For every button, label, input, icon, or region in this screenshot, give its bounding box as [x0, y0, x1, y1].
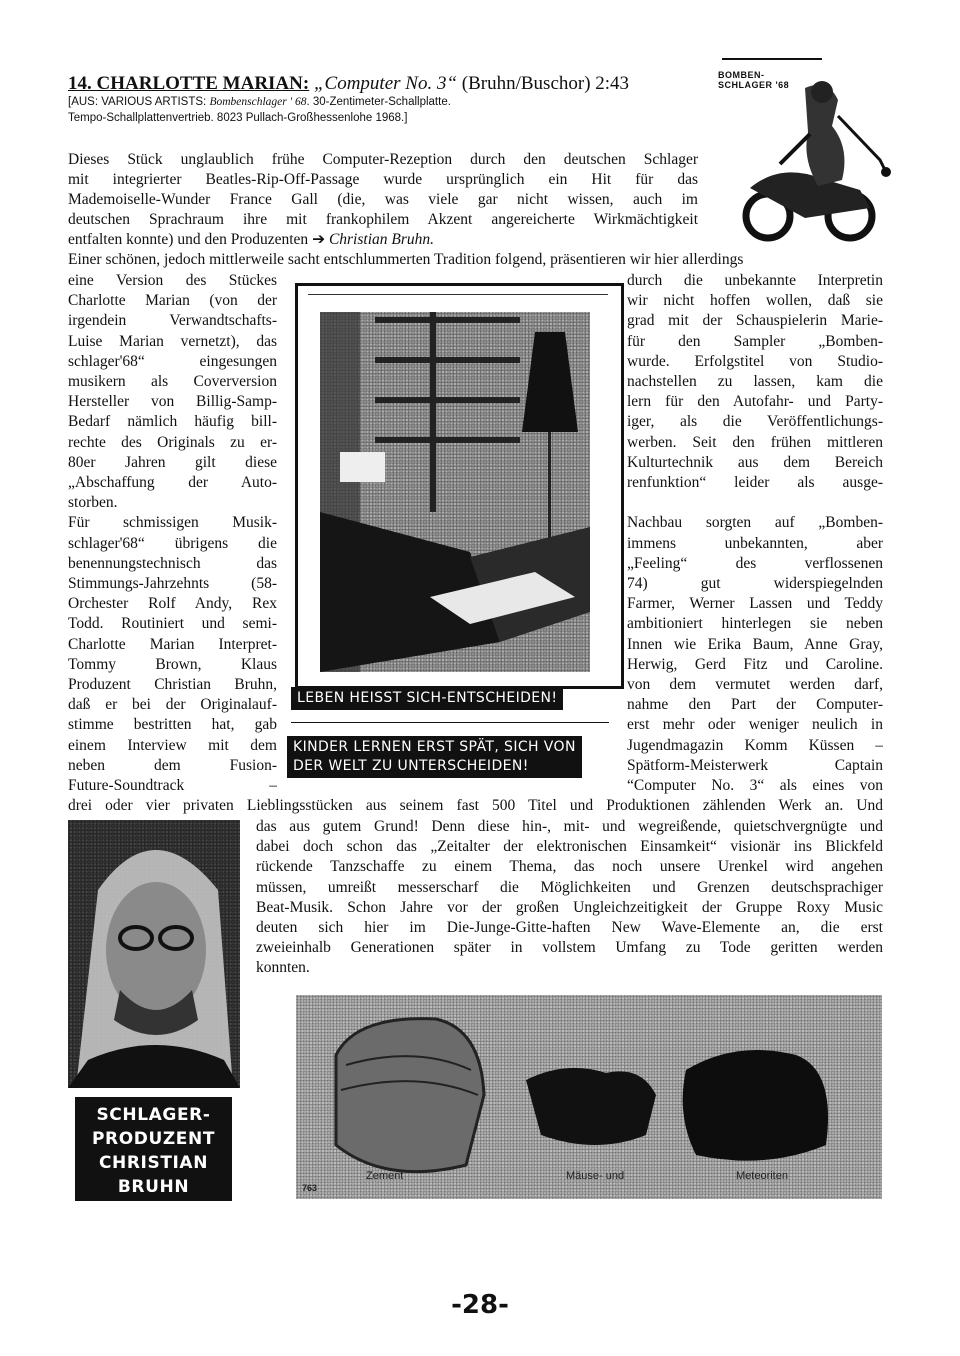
left-col-line-13: Für schmissigen Musik- [68, 514, 277, 532]
article-heading [68, 72, 629, 96]
right-col-line-9: werben. Seit den frühen mittleren [627, 433, 883, 451]
banner-leben: LEBEN HEISST SICH-ENTSCHEIDEN! [291, 687, 563, 710]
lower-line-3: rückende Tanzschaffe zu einem Thema, das noch unsere Urenkel wird angehen [256, 858, 883, 876]
right-col-line-17: Farmer, Werner Lassen und Teddy [627, 595, 883, 613]
left-col-line-11: „Abschaffung der Auto- [68, 474, 277, 491]
left-col-line-18: Todd. Routiniert und semi- [68, 615, 277, 633]
logo-text-1: BOMBEN- [718, 70, 765, 80]
right-col-line-15: „Feeling“ des verflossenen [627, 554, 883, 572]
lower-line-7: zweieinhalb Generationen später in vollstem Umfang zu Tode geritten werden [256, 939, 883, 957]
right-col-line-2: wir nicht hoffen wollen, daß sie [627, 292, 883, 310]
right-col-line-10: Kulturtechnik aus dem Bereich [627, 453, 883, 471]
banner-kinder [287, 736, 582, 778]
bombenschlager-logo [710, 58, 895, 244]
right-col-line-11: renfunktion“ leider als ausge- [627, 474, 883, 491]
left-col-line-26: Future-Soundtrack – [68, 777, 277, 794]
intro-line-1: Dieses Stück unglaublich frühe Computer-Rezeption durch den deutschen Schlager [68, 151, 698, 168]
left-col-line-14: schlager'68“ übrigens die [68, 534, 277, 552]
intro-line-2: mit integrierter Beatles-Rip-Off-Passage wurde ursprünglich ein Hit für das [68, 171, 698, 188]
label-zement: Zement [366, 1170, 404, 1182]
label-maeuse: Mäuse- und [566, 1170, 625, 1182]
left-col-line-12: storben. [68, 494, 118, 512]
right-col-line-4: für den Sampler „Bomben- [627, 332, 883, 350]
right-col-line-24: Jugendmagazin Komm Küssen – [627, 736, 883, 754]
living-room-photo [320, 312, 590, 672]
left-col-line-5: schlager'68“ eingesungen [68, 352, 277, 370]
left-col-line-4: Luise Marian vernetzt), das [68, 332, 277, 350]
left-col-line-15: benennungstechnisch das [68, 554, 277, 572]
song-credits: (Bruhn/Buschor) 2:43 [461, 73, 630, 94]
lower-line-2: dabei doch schon das „Zeitalter der elektronischen Einsamkeit“ visionär ins Blickfeld [256, 838, 883, 856]
left-col-line-7: Hersteller von Billig-Samp- [68, 393, 277, 411]
source-line-2: Tempo-Schallplattenvertrieb. 8023 Pullach-Großhessenlohe 1968.] [68, 112, 408, 124]
left-col-line-9: rechte des Originals zu er- [68, 433, 277, 451]
left-col-line-17: Orchester Rolf Andy, Rex [68, 595, 277, 613]
page-number: -28- [451, 1290, 509, 1320]
intro-line-6: Einer schönen, jedoch mittlerweile sacht entschlummerten Tradition folgend, präsentieren wir hier allerdings [68, 251, 744, 268]
right-col-line-18: ambitioniert hinterlegen sie neben [627, 615, 883, 633]
portrait-photo [68, 820, 240, 1088]
song-title: „Computer No. 3“ [313, 73, 458, 94]
banner-kinder-line2: DER WELT ZU UNTERSCHEIDEN! [293, 758, 529, 774]
article-number-title: 14. CHARLOTTE MARIAN: [68, 73, 310, 94]
left-col-line-1: eine Version des Stückes [68, 272, 277, 289]
logo-text-2: SCHLAGER '68 [718, 80, 790, 90]
left-col-line-2: Charlotte Marian (von der [68, 292, 277, 310]
left-col-line-25: neben dem Fusion- [68, 756, 277, 774]
right-col-line-25: Spätform-Meisterwerk Captain [627, 756, 883, 774]
right-col-line-23: erst mehr oder weniger neulich in [627, 716, 883, 734]
left-col-line-21: Produzent Christian Bruhn, [68, 676, 277, 693]
left-col-line-19: Charlotte Marian Interpret- [68, 635, 277, 653]
intro-line-4: deutschen Sprachraum ihre mit frankophilem Akzent angereicherte Wirkmächtigkeit [68, 211, 698, 228]
label-763: 763 [302, 1183, 318, 1193]
interior-photo-frame [295, 283, 624, 689]
right-col-line-22: nahme den Part der Computer- [627, 696, 883, 714]
right-col-line-3: grad mit der Schauspielerin Marie- [627, 312, 883, 330]
producer-link-text: Christian Bruhn. [328, 231, 435, 248]
portrait-caption: SCHLAGER- PRODUZENT CHRISTIAN BRUHN [75, 1097, 232, 1201]
left-col-line-6: musikern als Coverversion [68, 373, 277, 390]
arrow-icon: ➔ [312, 231, 329, 248]
right-col-line-8: iger, als die Veröffentlichungs- [627, 413, 883, 431]
right-col-line-19: Innen wie Erika Baum, Anne Gray, [627, 635, 883, 653]
right-col-line-26: “Computer No. 3“ als eines von [627, 777, 883, 794]
left-col-line-23: stimme bestritten hat, gab [68, 716, 277, 734]
lower-line-5: Beat-Musik. Schon Jahre vor der großen Ungleichzeitigkeit der Gruppe Roxy Music [256, 898, 883, 916]
left-col-line-20: Tommy Brown, Klaus [68, 655, 277, 673]
label-meteoriten: Meteoriten [736, 1170, 788, 1182]
right-col-line-6: nachstellen zu lassen, kam die [627, 373, 883, 390]
source-line-1: [AUS: VARIOUS ARTISTS: Bombenschlager ' 68. 30-Zentimeter-Schallplatte. [68, 96, 451, 108]
left-col-line-3: irgendein Verwandtschafts- [68, 312, 277, 330]
lower-line-6: deuten sich hier im Die-Junge-Gitte-haften New Wave-Elemente an, die erst [256, 919, 883, 936]
right-col-line-20: Herwig, Gerd Fitz und Caroline. [627, 655, 883, 673]
right-col-line-7: lern für den Autofahr- und Party- [627, 393, 883, 411]
left-col-line-10: 80er Jahren gilt diese [68, 453, 277, 471]
right-col-line-21: von dem vermutet werden darf, [627, 676, 883, 693]
stones-photo [296, 995, 882, 1199]
left-col-line-16: Stimmungs-Jahrzehnts (58- [68, 575, 277, 592]
banner-kinder-line1: KINDER LERNEN ERST SPÄT, SICH VON [293, 739, 576, 755]
intro-line-3: Mademoiselle-Wunder France Gall (die, was viele gar nicht wissen, auch im [68, 191, 698, 208]
left-col-line-8: Bedarf nämlich häufig bill- [68, 413, 277, 431]
rider-illustration [710, 68, 895, 243]
right-col-line-5: wurde. Erfolgstitel von Studio- [627, 352, 883, 370]
intro-line-5: entfalten konnte) und den Produzenten ➔ Christian Bruhn. [68, 231, 435, 248]
left-col-line-24: einem Interview mit dem [68, 736, 277, 754]
right-col-line-1: durch die unbekannte Interpretin [627, 272, 883, 289]
right-col-line-14: immens unbekannten, aber [627, 534, 883, 552]
full-width-line: drei oder vier privaten Lieblingsstücken aus seinem fast 500 Titel und Produktionen zählenden Werk an. Und [68, 797, 883, 814]
left-col-line-22: daß er bei der Originalauf- [68, 696, 277, 714]
lower-line-1: das aus gutem Grund! Denn diese hin-, mit- und wegreißende, quietschvergnügte und [256, 818, 883, 835]
lower-line-8: konnten. [256, 959, 310, 977]
lower-line-4: müssen, umreißt messerscharf die Möglichkeiten und Grenzen deutschsprachiger [256, 878, 883, 896]
right-col-line-13: Nachbau sorgten auf „Bomben- [627, 514, 883, 532]
right-col-line-16: 74) gut widerspiegelnden [627, 575, 883, 592]
